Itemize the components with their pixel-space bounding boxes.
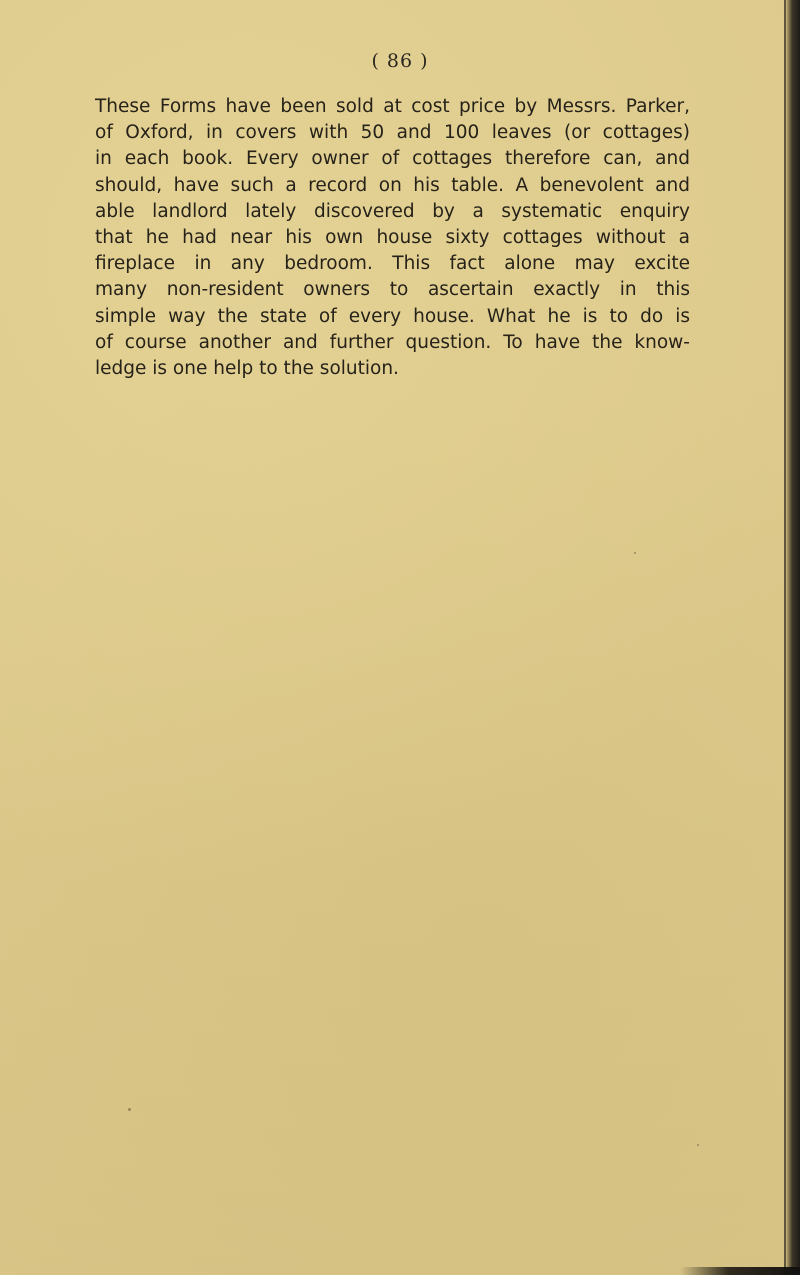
- text-line: in each book. Every owner of cottages therefore can, and: [95, 148, 690, 170]
- text-line: simple way the state of every house. What he is to do is: [95, 305, 690, 327]
- bottom-edge-shadow: [680, 1267, 800, 1275]
- text-line: These Forms have been sold at cost price by Messrs. Parker,: [95, 96, 690, 117]
- text-line: ledge is one help to the solution.: [95, 358, 399, 380]
- text-line: should, have such a record on his table. A benevolent and: [95, 174, 690, 196]
- paper-speck: [128, 1108, 131, 1111]
- text-line: able landlord lately discovered by a systematic enquiry: [95, 200, 690, 222]
- page-number: ( 86 ): [371, 50, 429, 72]
- text-line: fireplace in any bedroom. This fact alone may excite: [95, 253, 690, 275]
- text-line: that he had near his own house sixty cottages without a: [95, 227, 690, 249]
- body-paragraph: [95, 94, 690, 382]
- text-line: of Oxford, in covers with 50 and 100 leaves (or cottages): [95, 122, 690, 144]
- page-edge-shadow: [786, 0, 800, 1275]
- text-line: of course another and further question. To have the know-: [95, 331, 690, 353]
- paper-speck: [634, 552, 636, 554]
- text-line: many non-resident owners to ascertain exactly in this: [95, 279, 690, 301]
- paper-speck: [697, 1144, 699, 1146]
